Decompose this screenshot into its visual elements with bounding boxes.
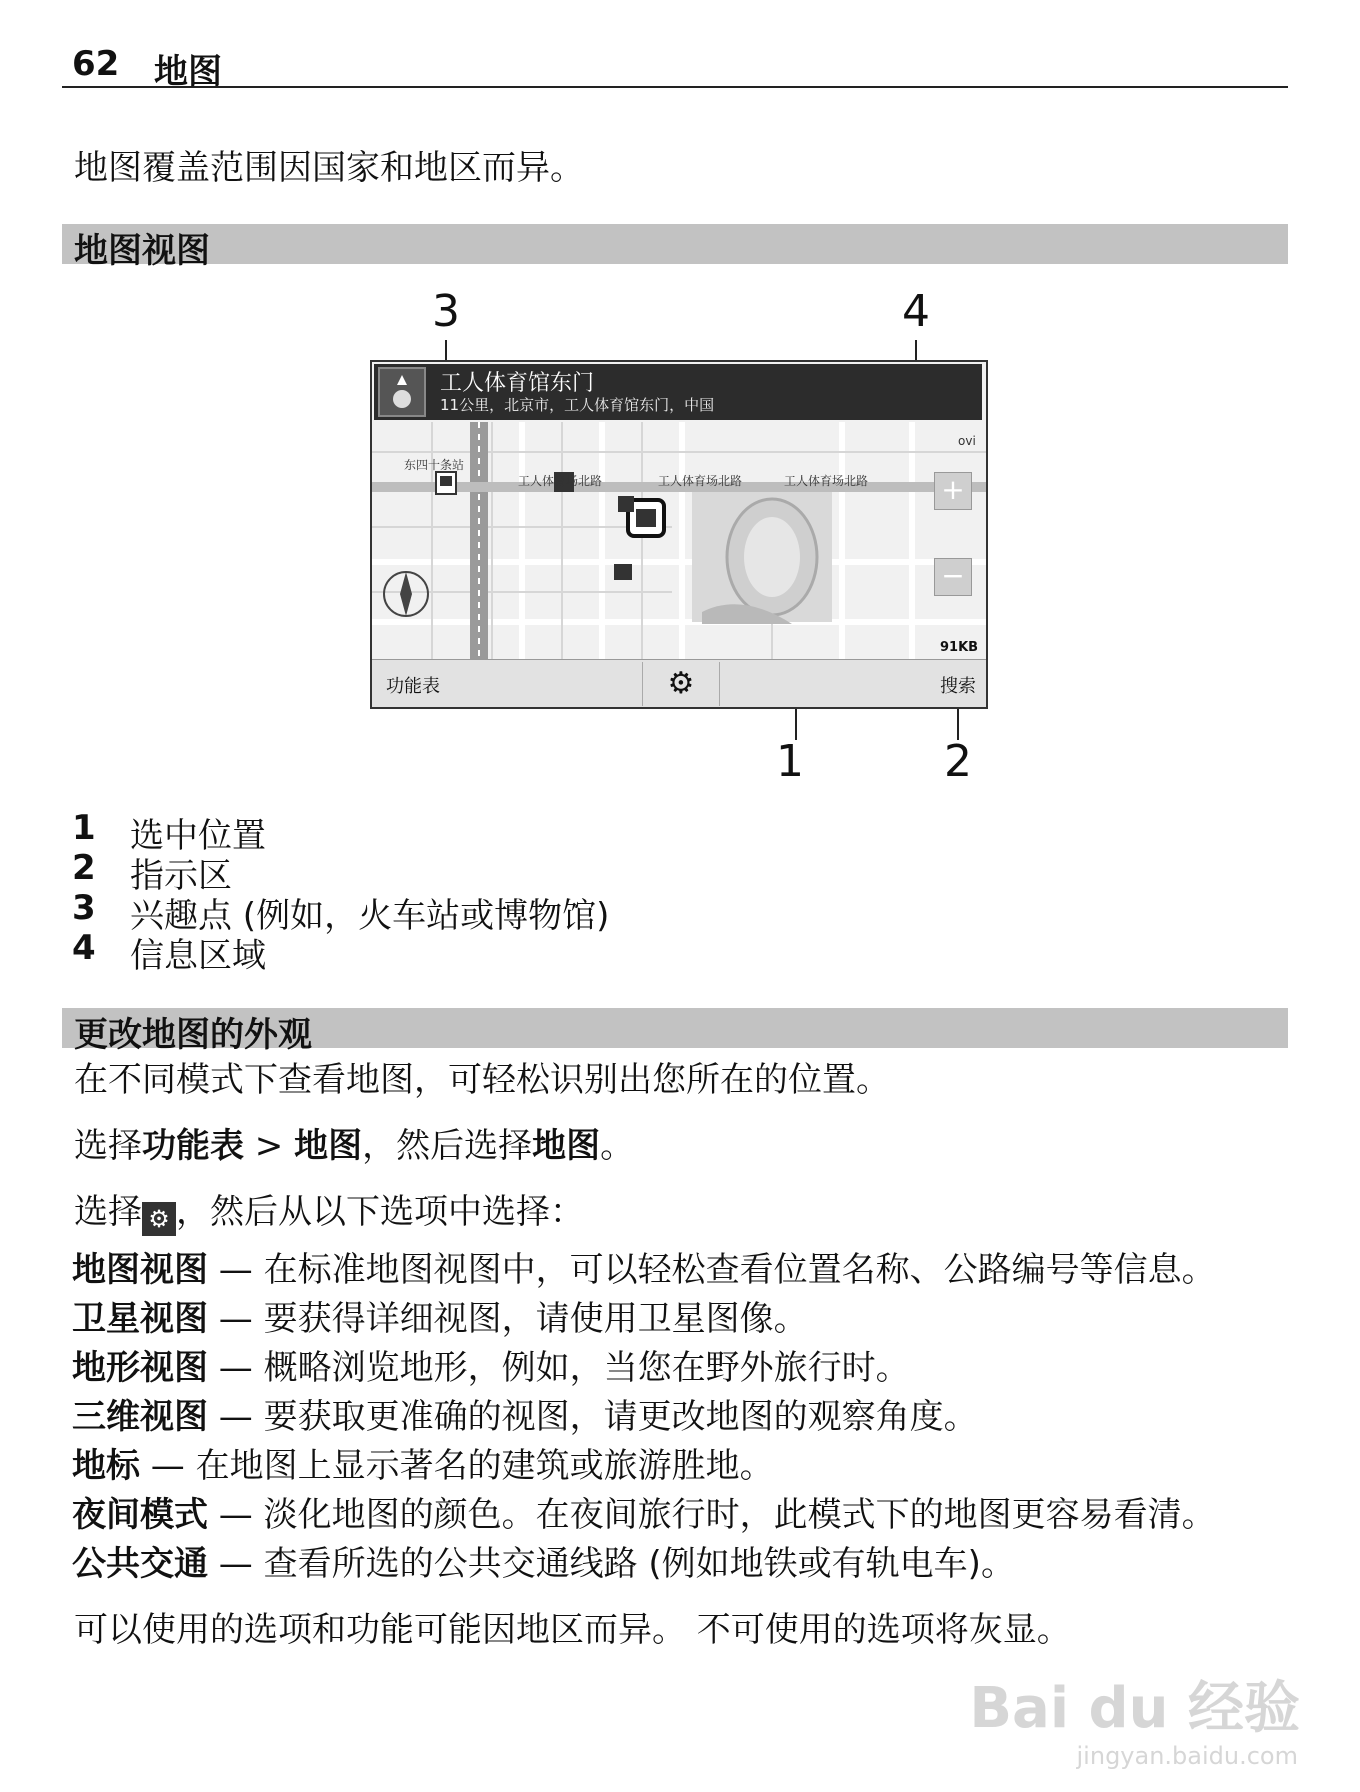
data-counter: 91KB <box>940 640 979 655</box>
option-night-mode <box>72 1487 1216 1535</box>
map-label: 工人体育场北路 <box>784 474 869 488</box>
section-title: 更改地图的外观 <box>74 1015 312 1055</box>
zoom-out-button[interactable]: − <box>934 558 972 596</box>
legend-number: 1 <box>72 808 96 848</box>
option-name: 地形视图 <box>72 1348 208 1388</box>
callout-4: 4 <box>902 286 930 337</box>
section-title: 地图视图 <box>74 231 210 271</box>
text: ，然后从以下选项中选择： <box>176 1192 584 1232</box>
pin-graphic <box>380 369 424 415</box>
legend-number: 2 <box>72 848 96 888</box>
menu-term: 功能表 <box>142 1126 244 1166</box>
page-number: 62 <box>72 44 120 84</box>
option-name: 夜间模式 <box>72 1495 208 1535</box>
legend-text: 选中位置 <box>130 816 266 856</box>
map-label: ovi <box>958 434 976 448</box>
option-3d-view <box>72 1389 978 1437</box>
legend-text: 兴趣点 (例如，火车站或博物馆) <box>130 896 610 936</box>
location-pin-icon <box>378 367 426 417</box>
callout-1: 1 <box>776 736 804 787</box>
map-label: 工人体育场北路 <box>658 474 743 488</box>
option-name: 地标 <box>72 1446 140 1486</box>
text: > <box>244 1126 295 1166</box>
paragraph: 在不同模式下查看地图，可轻松识别出您所在的位置。 <box>74 1060 890 1100</box>
baidu-watermark-logo: Bai du 经验 <box>969 1676 1300 1741</box>
option-desc: — 在标准地图视图中，可以轻松查看位置名称、公路编号等信息。 <box>208 1250 1216 1290</box>
callout-3: 3 <box>432 286 460 337</box>
text: 。 <box>600 1126 635 1166</box>
info-subtitle: 11公里，北京市，工人体育馆东门，中国 <box>440 396 715 414</box>
legend-number: 4 <box>72 928 96 968</box>
map-label: 东四十条站 <box>404 458 465 472</box>
intro-paragraph: 地图覆盖范围因国家和地区而异。 <box>74 148 584 188</box>
map-term: 地图 <box>532 1126 601 1166</box>
text: 选择 <box>74 1192 142 1232</box>
option-desc: — 要获取更准确的视图，请更改地图的观察角度。 <box>208 1397 978 1437</box>
zoom-in-button[interactable]: + <box>934 472 972 510</box>
option-landmarks <box>72 1438 774 1486</box>
settings-gear-icon: ⚙ <box>142 1202 176 1236</box>
search-button[interactable]: 搜索 <box>940 676 976 697</box>
baidu-watermark-url: jingyan.baidu.com <box>1076 1742 1298 1770</box>
text: 选择 <box>74 1126 142 1166</box>
option-desc: — 要获得详细视图，请使用卫星图像。 <box>208 1299 808 1339</box>
maps-term: 地图 <box>294 1126 363 1166</box>
menu-button[interactable]: 功能表 <box>386 676 440 697</box>
option-desc: — 查看所选的公共交通线路 (例如地铁或有轨电车)。 <box>208 1544 1015 1584</box>
legend-text: 信息区域 <box>130 936 266 976</box>
settings-gear-icon[interactable]: ⚙ <box>642 662 720 706</box>
option-name: 卫星视图 <box>72 1299 208 1339</box>
option-desc: — 在地图上显示著名的建筑或旅游胜地。 <box>140 1446 774 1486</box>
map-label: 工人体育场北路 <box>518 474 603 488</box>
callout-2: 2 <box>944 736 972 787</box>
option-satellite-view <box>72 1291 808 1339</box>
legend-text: 指示区 <box>130 856 232 896</box>
info-area[interactable] <box>374 364 982 420</box>
section-heading-change-appearance <box>62 1008 1288 1055</box>
option-name: 三维视图 <box>72 1397 208 1437</box>
paragraph-select-gear <box>74 1192 584 1236</box>
option-terrain-view <box>72 1340 910 1388</box>
option-name: 公共交通 <box>72 1544 208 1584</box>
option-desc: — 概略浏览地形，例如，当您在野外旅行时。 <box>208 1348 910 1388</box>
option-map-view <box>72 1242 1216 1290</box>
map-screenshot <box>370 360 988 709</box>
footer-note: 可以使用的选项和功能可能因地区而异。 不可使用的选项将灰显。 <box>74 1610 1071 1650</box>
option-public-transport <box>72 1536 1015 1584</box>
chapter-title: 地图 <box>154 52 222 92</box>
info-title: 工人体育馆东门 <box>440 371 595 396</box>
legend-number: 3 <box>72 888 96 928</box>
option-name: 地图视图 <box>72 1250 208 1290</box>
option-desc: — 淡化地图的颜色。在夜间旅行时，此模式下的地图更容易看清。 <box>208 1495 1216 1535</box>
map-toolbar <box>372 659 986 708</box>
text: ，然后选择 <box>362 1126 533 1166</box>
paragraph-select-menu <box>74 1126 634 1166</box>
